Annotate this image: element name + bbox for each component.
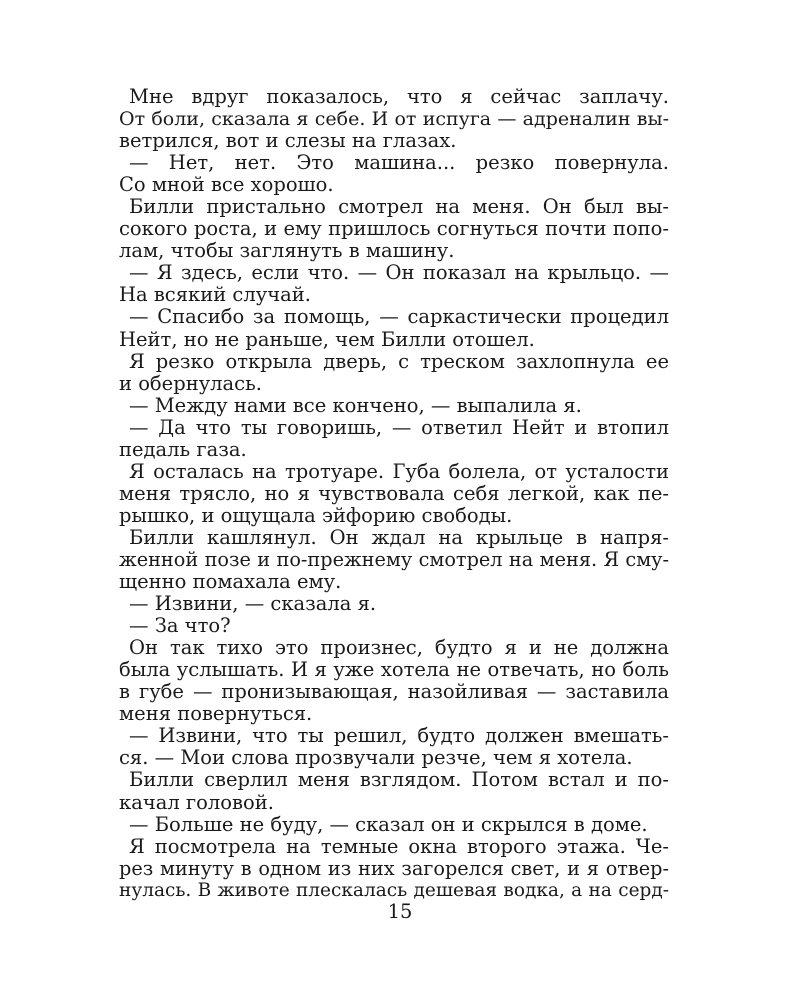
text-line: в губе — пронизывающая, назойливая — заставила: [119, 680, 669, 704]
text-line: — За что?: [129, 614, 231, 638]
text-line: — Больше не буду, — сказал он и скрылся в доме.: [129, 812, 648, 836]
text-line: рышко, и ощущала эйфорию свободы.: [119, 503, 513, 527]
text-line: Я резко открыла дверь, с треском захлопнула ее: [129, 349, 669, 373]
text-line: сокого роста, и ему пришлось согнуться почти попо-: [119, 217, 669, 241]
text-line: — Нет, нет. Это машина... резко повернула.: [129, 151, 669, 175]
text-line: От боли, сказала я себе. И от испуга — адреналин вы-: [119, 108, 669, 131]
text-line: Билли кашлянул. Он ждал на крыльце в напря-: [129, 525, 669, 549]
text-line: рез минуту в одном из них загорелся свет, и я отвер-: [119, 856, 669, 880]
text-line: — Извини, что ты решил, будто должен вмешать-: [129, 724, 669, 748]
text-line: Он так тихо это произнес, будто я и не должна: [129, 636, 669, 660]
text-line: — Да что ты говоришь, — ответил Нейт и втопил: [129, 415, 669, 439]
text-line: Со мной все хорошо.: [119, 173, 334, 197]
text-line: была услышать. И я уже хотела не отвечать, но боль: [119, 658, 669, 682]
text-line: и обернулась.: [119, 371, 262, 395]
text-line: — Между нами все кончено, — выпалила я.: [129, 393, 582, 417]
text-line: нулась. В животе плескалась дешевая водка, а на серд-: [119, 879, 669, 901]
text-line: меня повернуться.: [119, 702, 313, 726]
text-line: ветрился, вот и слезы на глазах.: [119, 129, 457, 153]
text-line: ся. — Мои слова прозвучали резче, чем я хотела.: [119, 746, 633, 770]
text-line: Я осталась на тротуаре. Губа болела, от усталости: [129, 459, 669, 483]
text-line: меня трясло, но я чувствовала себя легкой, как пе-: [119, 481, 669, 505]
text-line: педаль газа.: [119, 437, 247, 461]
text-line: — Я здесь, если что. — Он показал на крыльцо. —: [129, 261, 669, 285]
text-line: На всякий случай.: [119, 283, 311, 307]
text-line: щенно помахала ему.: [119, 570, 342, 594]
body-text: [119, 86, 669, 902]
text-line: — Извини, — сказала я.: [129, 592, 377, 616]
text-line: Мне вдруг показалось, что я сейчас заплачу.: [129, 85, 669, 108]
text-line: женной позе и по-прежнему смотрел на меня. Я сму-: [119, 547, 669, 571]
text-line: Билли пристально смотрел на меня. Он был вы-: [129, 195, 669, 219]
text-line: Билли сверлил меня взглядом. Потом встал и по-: [129, 768, 669, 792]
text-line: — Спасибо за помощь, — саркастически процедил: [129, 305, 669, 329]
text-line: Нейт, но не раньше, чем Билли отошел.: [119, 327, 535, 351]
page-number: 15: [387, 900, 413, 923]
text-line: Я посмотрела на темные окна второго этажа. Че-: [129, 834, 669, 858]
text-line: качал головой.: [119, 790, 274, 814]
text-line: лам, чтобы заглянуть в машину.: [119, 239, 455, 263]
